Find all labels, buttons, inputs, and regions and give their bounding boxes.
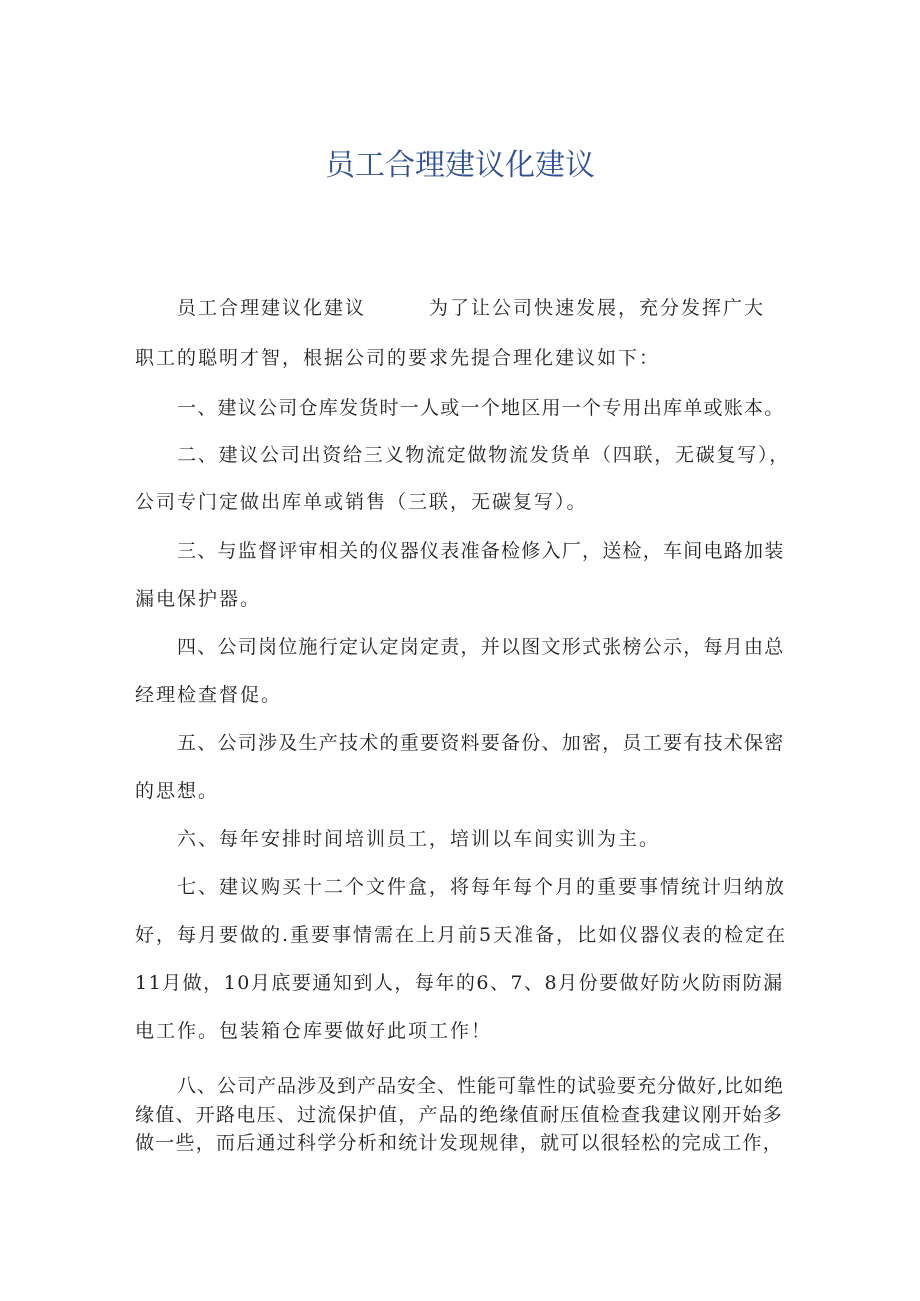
text-line: 四、公司岗位施行定认定岗定责，并以图文形式张榜公示，每月由总: [177, 636, 785, 658]
text-line: 经理检查督促。: [135, 684, 283, 706]
text-line: 好，每月要做的.重要事情需在上月前5天准备，比如仪器仪表的检定在: [135, 924, 788, 946]
document-title: 员工合理建议化建议: [325, 148, 595, 183]
text-line: 电工作。包装箱仓库要做好此项工作！: [135, 1020, 493, 1042]
text-line: 八、公司产品涉及到产品安全、性能可靠性的试验要充分做好,比如绝: [177, 1075, 785, 1097]
text-line: 员工合理建议化建议 为了让公司快速发展，充分发挥广大: [177, 297, 766, 319]
text-line: 做一些，而后通过科学分析和统计发现规律，就可以很轻松的完成工作，: [135, 1132, 784, 1154]
text-line: 公司专门定做出库单或销售（三联，无碳复写）。: [135, 491, 588, 513]
text-line: 三、与监督评审相关的仪器仪表准备检修入厂，送检，车间电路加装: [177, 540, 785, 562]
text-line: 六、每年安排时间培训员工，培训以车间实训为主。: [177, 828, 661, 850]
text-line: 11月做，10月底要通知到人，每年的6、7、8月份要做好防火防雨防漏: [135, 972, 784, 994]
text-line: 二、建议公司出资给三义物流定做物流发货单（四联，无碳复写），: [177, 444, 791, 466]
text-line: 缘值、开路电压、过流保护值，产品的绝缘值耐压值检查我建议刚开始多: [135, 1104, 784, 1126]
text-line: 七、建议购买十二个文件盒，将每年每个月的重要事情统计归纳放: [177, 876, 787, 898]
text-line: 的思想。: [135, 780, 220, 802]
text-line: 职工的聪明才智，根据公司的要求先提合理化建议如下：: [135, 347, 661, 369]
text-line: 漏电保护器。: [135, 588, 262, 610]
text-line: 五、公司涉及生产技术的重要资料要备份、加密，员工要有技术保密: [177, 732, 785, 754]
text-line: 一、建议公司仓库发货时一人或一个地区用一个专用出库单或账本。: [177, 397, 785, 419]
